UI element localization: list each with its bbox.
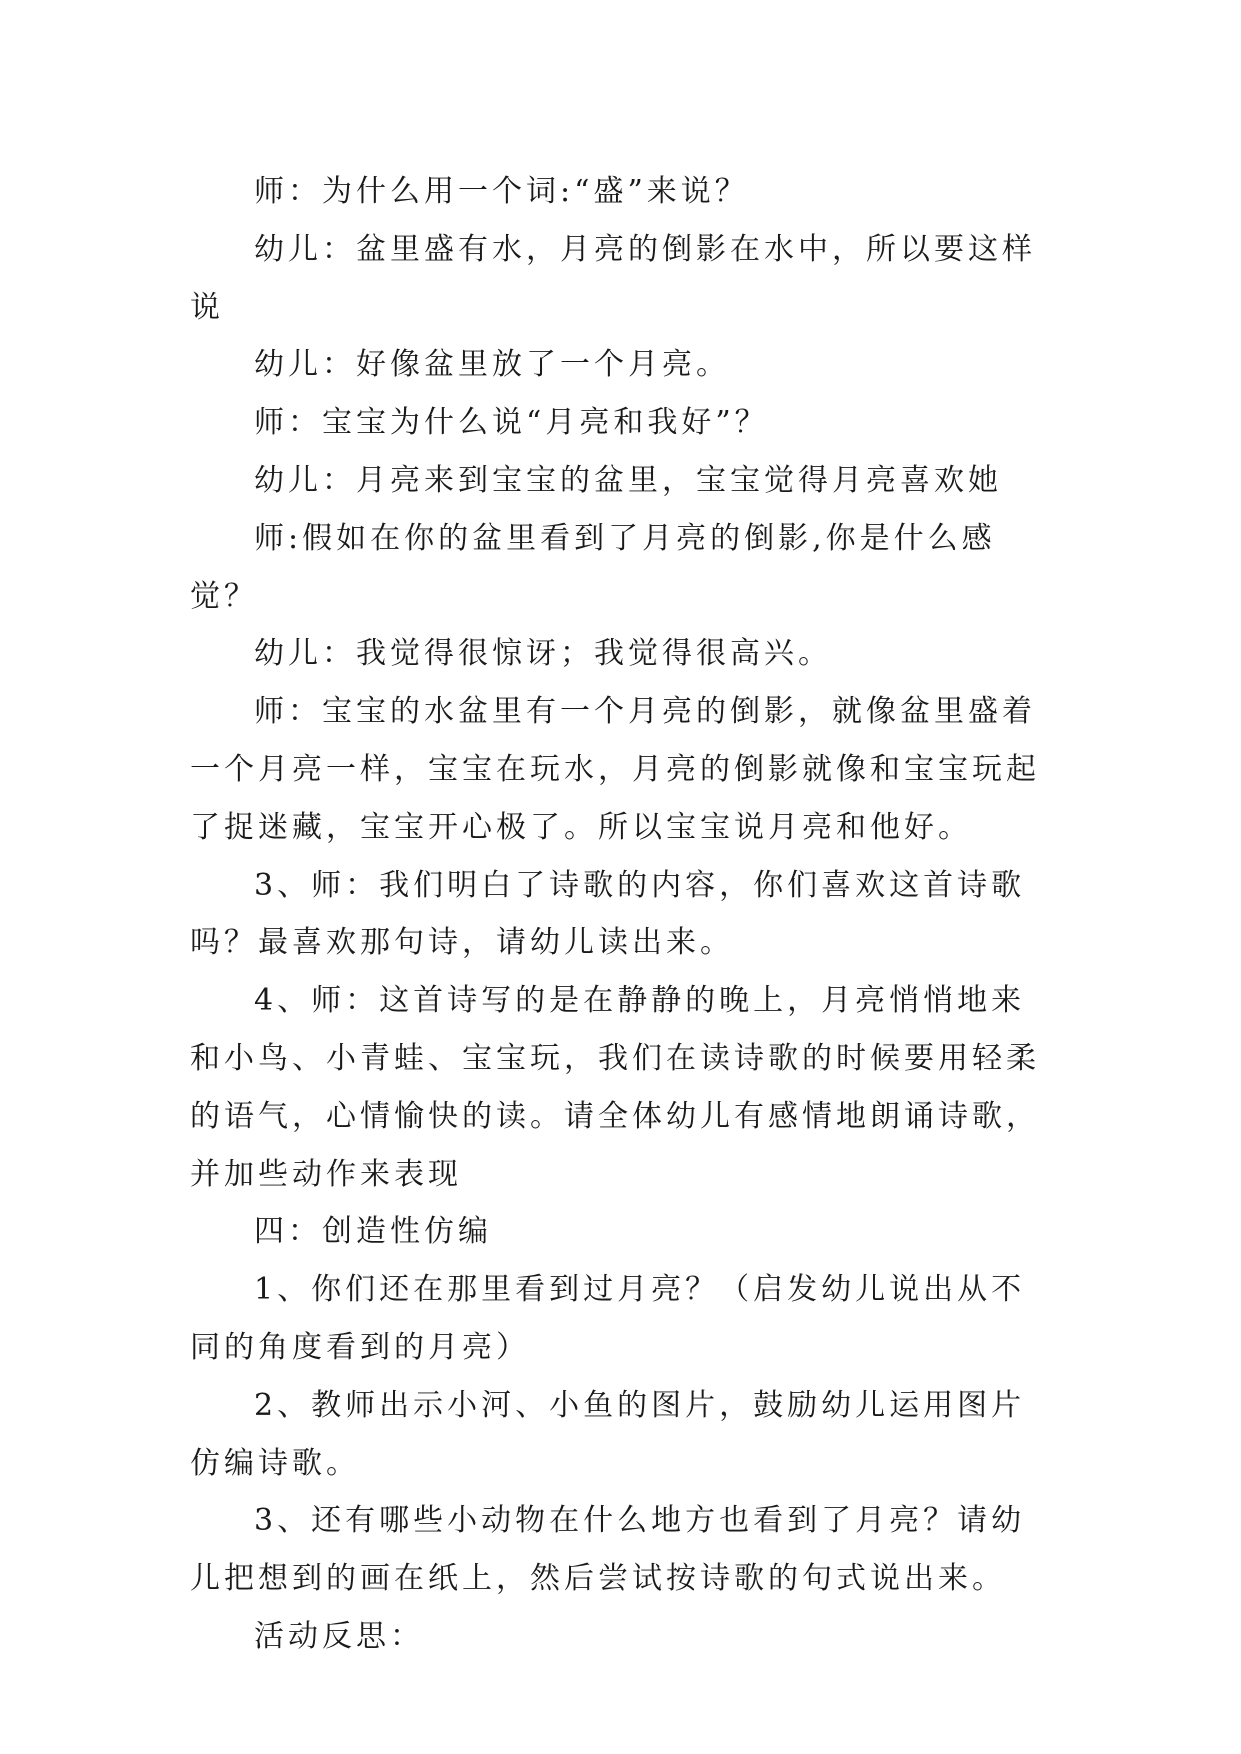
paragraph: 幼儿：我觉得很惊讶；我觉得很高兴。 — [254, 636, 832, 672]
paragraph: 师：宝宝的水盆里有一个月亮的倒影，就像盆里盛着一个月亮一样，宝宝在玩水，月亮的倒影就像和宝宝玩起了捉迷藏，宝宝开心极了。所以宝宝说月亮和他好。 — [190, 694, 1040, 845]
paragraph: 师：为什么用一个词:“盛”来说？ — [254, 174, 749, 209]
document-body — [190, 163, 1050, 1666]
paragraph: 师：宝宝为什么说“月亮和我好”？ — [254, 405, 769, 441]
paragraph: 2、教师出示小河、小鱼的图片，鼓励幼儿运用图片仿编诗歌。 — [190, 1387, 1026, 1481]
paragraph: 3、师：我们明白了诗歌的内容，你们喜欢这首诗歌吗？最喜欢那句诗，请幼儿读出来。 — [190, 867, 1026, 961]
paragraph: 师:假如在你的盆里看到了月亮的倒影,你是什么感觉？ — [190, 520, 996, 614]
section-heading: 四：创造性仿编 — [254, 1214, 492, 1250]
paragraph: 幼儿：盆里盛有水，月亮的倒影在水中，所以要这样说 — [190, 231, 1036, 325]
paragraph: 1、你们还在那里看到过月亮？（启发幼儿说出从不同的角度看到的月亮） — [190, 1272, 1026, 1365]
section-heading: 活动反思： — [254, 1618, 424, 1654]
paragraph: 幼儿：月亮来到宝宝的盆里，宝宝觉得月亮喜欢她 — [254, 462, 1002, 498]
paragraph: 3、还有哪些小动物在什么地方也看到了月亮？请幼儿把想到的画在纸上，然后尝试按诗歌的句式说出来。 — [190, 1503, 1026, 1597]
paragraph: 4、师：这首诗写的是在静静的晚上，月亮悄悄地来和小鸟、小青蛙、宝宝玩，我们在读诗歌的时候要用轻柔的语气，心情愉快的读。请全体幼儿有感情地朗诵诗歌，并加些动作来表现 — [190, 983, 1040, 1192]
paragraph: 幼儿：好像盆里放了一个月亮。 — [254, 347, 730, 383]
